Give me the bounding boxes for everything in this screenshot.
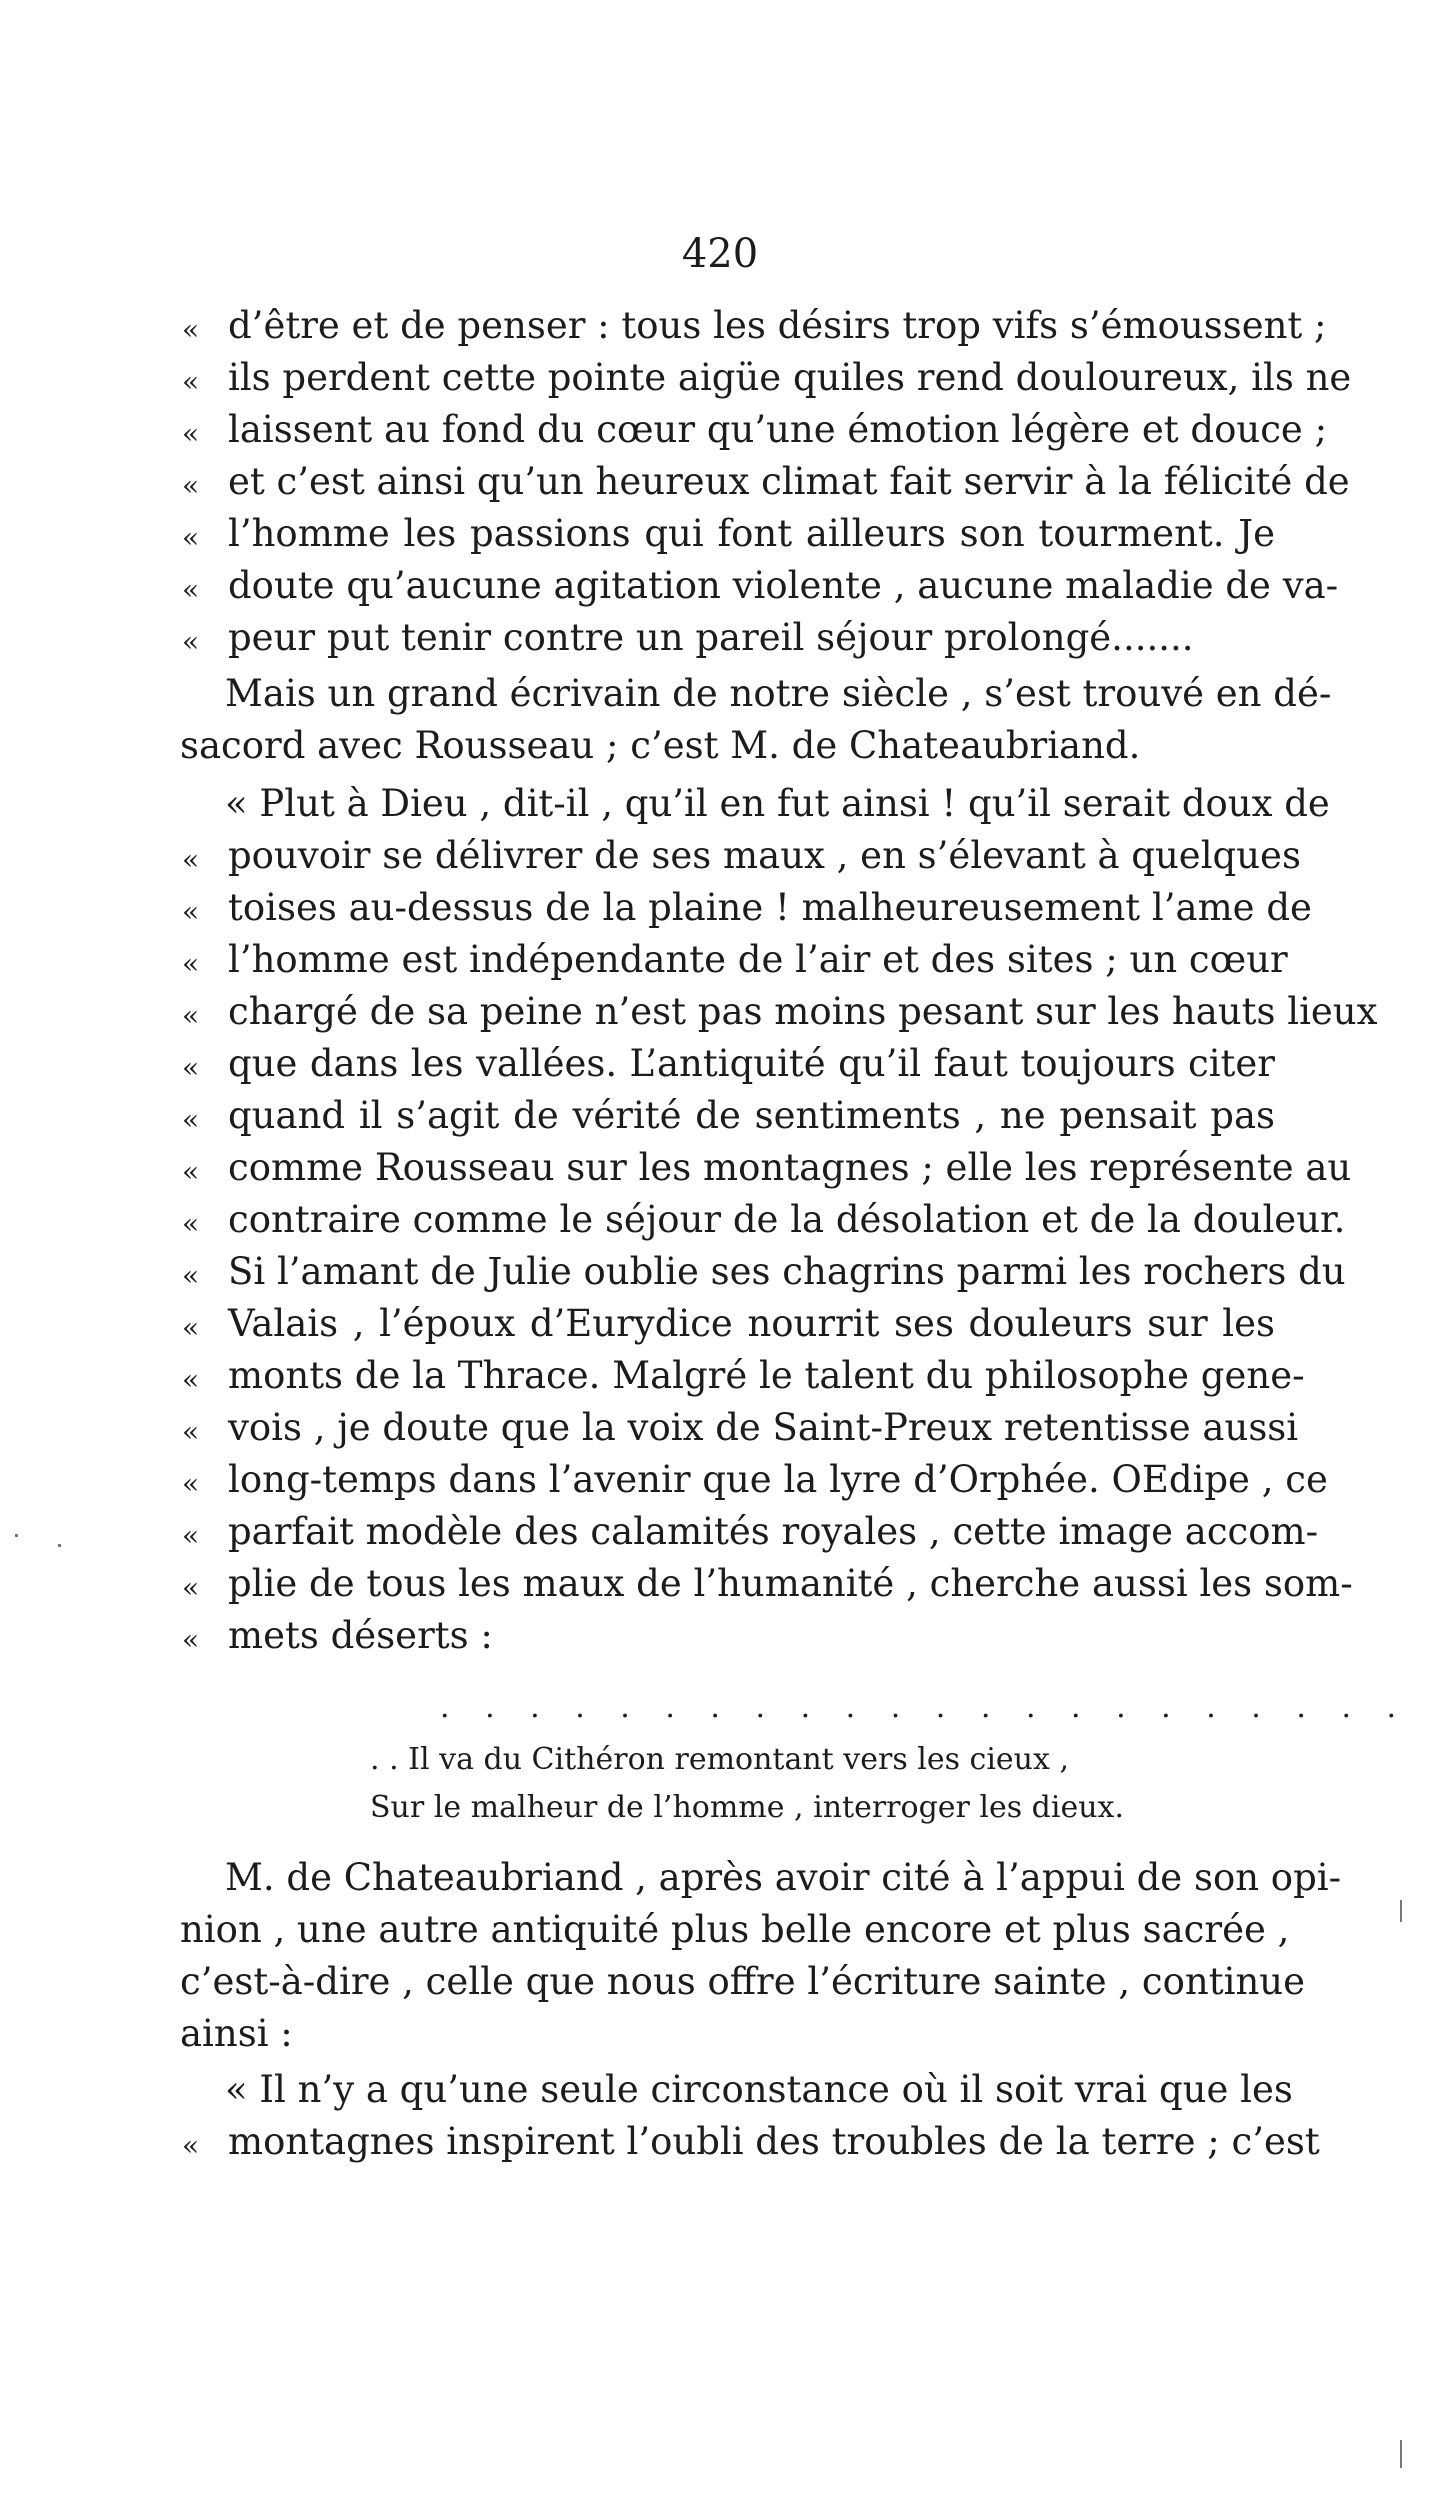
quote-mark: « — [182, 947, 200, 980]
text-line: Mais un grand écrivain de notre siècle , s’est trouvé en dé- — [225, 672, 1332, 715]
quote-mark: « — [182, 1311, 200, 1344]
scan-speck — [58, 1544, 61, 1547]
text-line: monts de la Thrace. Malgré le talent du philosophe gene- — [228, 1354, 1305, 1397]
text-line: doute qu’aucune agitation violente , aucune maladie de va- — [228, 564, 1339, 607]
text-line: ils perdent cette pointe aigüe quiles rend douloureux, ils ne — [228, 356, 1352, 399]
text-line: c’est-à-dire , celle que nous offre l’écriture sainte , continue — [180, 1960, 1306, 2003]
quote-mark: « — [182, 1103, 200, 1136]
text-line: vois , je doute que la voix de Saint-Preux retentisse aussi — [228, 1406, 1299, 1449]
text-line: et c’est ainsi qu’un heureux climat fait servir à la félicité de — [228, 460, 1350, 503]
text-line: nion , une autre antiquité plus belle encore et plus sacrée , — [180, 1908, 1290, 1951]
text-line: l’homme les passions qui font ailleurs son tourment. Je — [228, 512, 1275, 555]
text-line: « Plut à Dieu , dit-il , qu’il en fut ainsi ! qu’il serait doux de — [225, 782, 1330, 825]
quote-mark: « — [182, 1363, 200, 1396]
text-line: plie de tous les maux de l’humanité , cherche aussi les som- — [228, 1562, 1353, 1605]
quote-mark: « — [182, 999, 200, 1032]
quote-mark: « — [182, 1051, 200, 1084]
text-line: Valais , l’époux d’Eurydice nourrit ses douleurs sur les — [228, 1302, 1275, 1345]
text-line: pouvoir se délivrer de ses maux , en s’élevant à quelques — [228, 834, 1301, 877]
text-line: mets déserts : — [228, 1614, 493, 1657]
text-line: laissent au fond du cœur qu’une émotion légère et douce ; — [228, 408, 1328, 451]
quote-mark: « — [182, 843, 200, 876]
quote-mark: « — [182, 1207, 200, 1240]
quote-mark: « — [182, 1467, 200, 1500]
text-line: toises au-dessus de la plaine ! malheureusement l’ame de — [228, 886, 1312, 929]
text-line: peur put tenir contre un pareil séjour prolongé....... — [228, 616, 1194, 659]
quote-mark: « — [182, 313, 200, 346]
text-line: montagnes inspirent l’oubli des troubles de la terre ; c’est — [228, 2120, 1320, 2163]
page-number: 420 — [681, 231, 759, 277]
text-line: parfait modèle des calamités royales , cette image accom- — [228, 1510, 1319, 1553]
text-line: comme Rousseau sur les montagnes ; elle les représente au — [228, 1146, 1352, 1189]
text-line: contraire comme le séjour de la désolation et de la douleur. — [228, 1198, 1346, 1241]
text-line: l’homme est indépendante de l’air et des sites ; un cœur — [228, 938, 1288, 981]
text-line: d’être et de penser : tous les désirs trop vifs s’émoussent ; — [228, 304, 1327, 347]
quote-mark: « — [182, 895, 200, 928]
verse-line: Sur le malheur de l’homme , interroger les dieux. — [370, 1790, 1125, 1825]
quote-mark: « — [182, 1259, 200, 1292]
text-line: M. de Chateaubriand , après avoir cité à l’appui de son opi- — [225, 1856, 1342, 1899]
text-line: « Il n’y a qu’une seule circonstance où il soit vrai que les — [225, 2068, 1293, 2111]
text-line: quand il s’agit de vérité de sentiments , ne pensait pas — [228, 1094, 1275, 1137]
quote-mark: « — [182, 625, 200, 658]
text-line: Si l’amant de Julie oublie ses chagrins parmi les rochers du — [228, 1250, 1346, 1293]
scan-speck — [1400, 1900, 1402, 1922]
quote-mark: « — [182, 1519, 200, 1552]
text-line: ainsi : — [180, 2012, 293, 2055]
quote-mark: « — [182, 1155, 200, 1188]
scan-speck — [1400, 2440, 1402, 2468]
quote-mark: « — [182, 1415, 200, 1448]
text-line: que dans les vallées. L’antiquité qu’il faut toujours citer — [228, 1042, 1275, 1085]
quote-mark: « — [182, 1623, 200, 1656]
text-line: long-temps dans l’avenir que la lyre d’Orphée. OEdipe , ce — [228, 1458, 1328, 1501]
quote-mark: « — [182, 521, 200, 554]
quote-mark: « — [182, 2129, 200, 2162]
quote-mark: « — [182, 417, 200, 450]
quote-mark: « — [182, 365, 200, 398]
scan-speck — [15, 1534, 18, 1537]
text-line: chargé de sa peine n’est pas moins pesant sur les hauts lieux — [228, 990, 1378, 1033]
text-line: sacord avec Rousseau ; c’est M. de Chateaubriand. — [180, 724, 1141, 767]
quote-mark: « — [182, 469, 200, 502]
ellipsis-row: . . . . . . . . . . . . . . . . . . . . . . — [440, 1690, 1410, 1725]
quote-mark: « — [182, 573, 200, 606]
verse-line: . . Il va du Cithéron remontant vers les cieux , — [370, 1742, 1069, 1777]
quote-mark: « — [182, 1571, 200, 1604]
